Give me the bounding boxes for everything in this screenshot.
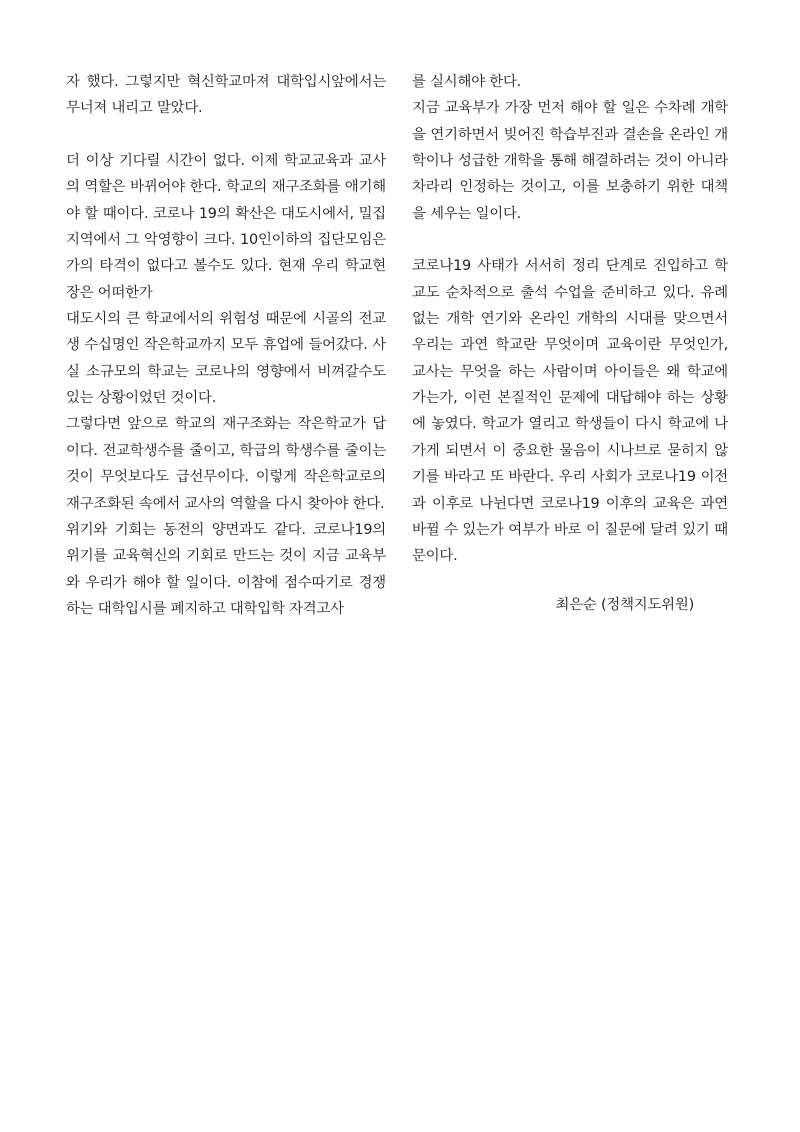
paragraph-gap xyxy=(66,122,386,148)
right-column xyxy=(412,69,728,618)
paragraph: 를 실시해야 한다. xyxy=(412,74,522,90)
author-signature: 최은순 (정책지도위원) xyxy=(555,596,694,613)
paragraph: 대도시의 큰 학교에서의 위험성 때문에 시골의 전교생 수십명인 작은학교까지 모두 휴업에 들어갔다. 사실 소규모의 학교는 코로나의 영향에서 비껴갈수도 있는 상황이었던 것이다. xyxy=(66,311,386,407)
paragraph: 코로나19 사태가 서서히 정리 단계로 진입하고 학교도 순차적으로 출석 수업을 준비하고 있다. 유례없는 개학 연기와 온라인 개학의 시대를 맞으면서 우리는 과연 학교란 무엇이며 교육이란 무엇인가, 교사는 무엇을 하는 사람이며 아이들은 왜 학교에 가는가, 이런 본질적인 문제에 대답해야 하는 상황에 놓였다. 학교가 열리고 학생들이 다시 학교에 나가게 되면서 이 중요한 물음이 시나브로 묻히지 않기를 바라고 또 바란다. 우리 사회가 코로나19 이전과 이후로 나뉜다면 코로나19 이후의 교육은 과연 바뀔 수 있는가 여부가 바로 이 질문에 달려 있기 때문이다. xyxy=(412,258,728,565)
paragraph: 지금 교육부가 가장 먼저 해야 할 일은 수차례 개학을 연기하면서 빚어진 학습부진과 결손을 온라인 개학이나 성급한 개학을 통해 해결하려는 것이 아니라 차라리 인정하는 것이고, 이를 보충하기 위한 대책을 세우는 일이다. xyxy=(412,100,728,222)
paragraph-gap xyxy=(412,227,728,253)
left-column xyxy=(66,69,386,622)
paragraph: 그렇다면 앞으로 학교의 재구조화는 작은학교가 답이다. 전교학생수를 줄이고, 학급의 학생수를 줄이는 것이 무엇보다도 급선무이다. 이렇게 작은학교로의 재구조화된 속에서 교사의 역할을 다시 찾아야 한다. xyxy=(66,416,386,512)
paragraph: 위기와 기회는 동전의 양면과도 같다. 코로나19의 위기를 교육혁신의 기회로 만드는 것이 지금 교육부와 우리가 해야 할 일이다. 이참에 점수따기로 경쟁하는 대학입시를 폐지하고 대학입학 자격고사 xyxy=(66,521,386,617)
paragraph: 자 했다. 그렇지만 혁신학교마져 대학입시앞에서는 무너져 내리고 말았다. xyxy=(66,74,386,117)
paragraph: 더 이상 기다릴 시간이 없다. 이제 학교교육과 교사의 역할은 바뀌어야 한다. 학교의 재구조화를 애기해야 할 때이다. 코로나 19의 확산은 대도시에서, 밀집지역에서 그 악영향이 크다. 10인이하의 집단모임은 가의 타격이 없다고 볼수도 있다. 현재 우리 학교현장은 어떠한가 xyxy=(66,153,386,301)
